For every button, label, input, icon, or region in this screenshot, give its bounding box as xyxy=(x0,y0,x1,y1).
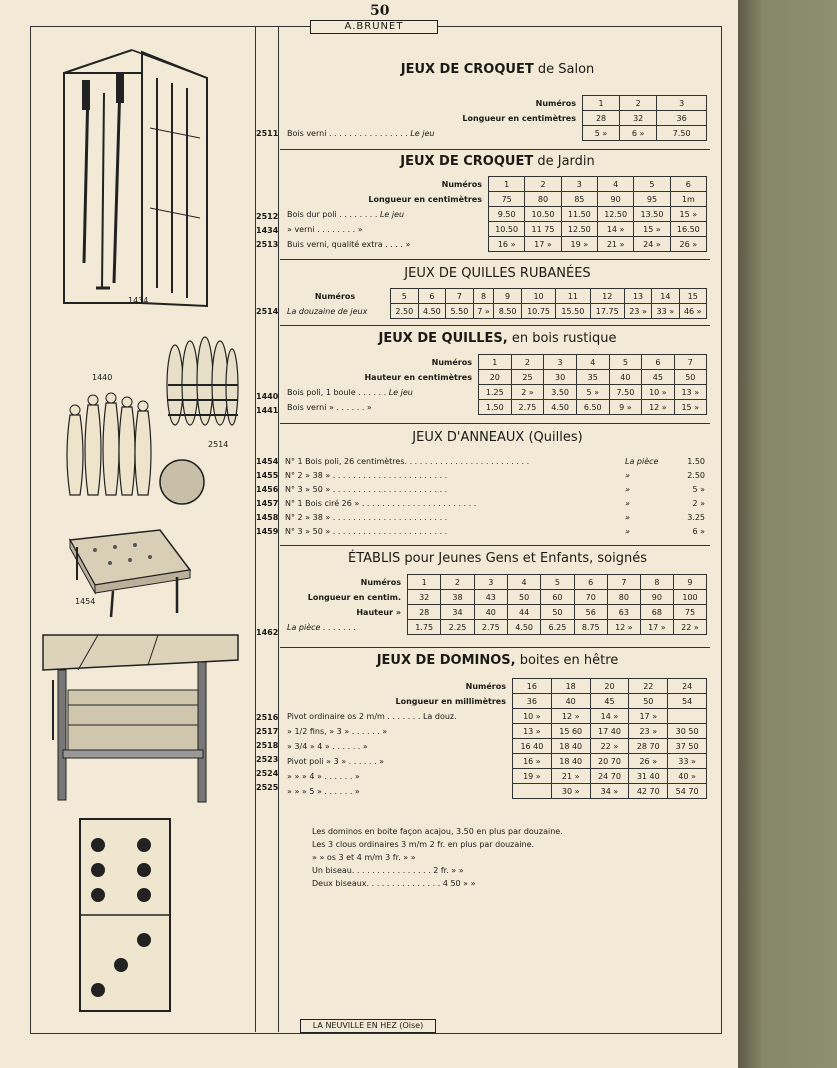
section-title-croquet-salon: JEUX DE CROQUET de Salon xyxy=(400,62,595,77)
section-title-etablis: ÉTABLIS pour Jeunes Gens et Enfants, soignés xyxy=(348,551,647,566)
list-item: N° 1 Bois ciré 26 » . . . . . . . . . . . . . . . . . . . . . . . » 2 » xyxy=(285,499,705,508)
list-item: N° 3 » 50 » . . . . . . . . . . . . . . . . . . . . . . . » 6 » xyxy=(285,527,705,536)
table-croquet-jardin: Numéros 1 2 3 4 5 6 Longueur en centimètres 75 80 85 90 95 1m Bois dur poli . . . . . . . . Le jeu 9.50 10.50 11.50 12.50 13.50 15 » » verni . . . . . . . . » 10.50 11 75 12.50 14 » 15 » 16.50 Buis verni, qualité extra . . . . » 16 » 17 » 19 » 21 » 24 » 26 » xyxy=(285,176,707,252)
footer-label: LA NEUVILLE EN HEZ (Oise) xyxy=(300,1019,436,1033)
table-quilles-rubanees: Numéros 5 6 7 8 9 10 11 12 13 14 15 La douzaine de jeux 2.50 4.50 5.50 7 » 8.50 10.75 15.50 17.75 23 » 33 » 46 » xyxy=(285,288,707,319)
divider xyxy=(280,149,710,150)
table-quilles-rustique: Numéros 1 2 3 4 5 6 7 Hauteur en centimètres 20 25 30 35 40 45 50 Bois poli, 1 boule . . . . . . Le jeu 1.25 2 » 3.50 5 » 7.50 10 » 13 » Bois verni » . . . . . . » 1.50 2.75 4.50 6.50 9 » 12 » 15 » xyxy=(285,354,707,415)
refs-croquet-jardin: 2512 1434 2513 xyxy=(256,212,279,249)
caption-2514: 2514 xyxy=(208,440,229,449)
workbench-illustration xyxy=(38,630,243,810)
refs-croquet-salon: 2511 xyxy=(256,129,279,138)
caption-1454: 1454 xyxy=(75,597,96,606)
caption-1440: 1440 xyxy=(92,373,113,382)
rustic-skittles-illustration xyxy=(60,385,210,505)
section-title-anneaux: JEUX D'ANNEAUX (Quilles) xyxy=(412,430,583,445)
croquet-cabinet-illustration xyxy=(62,48,212,310)
list-item: N° 2 » 38 » . . . . . . . . . . . . . . . . . . . . . . . » 3.25 xyxy=(285,513,705,522)
section-title-quilles-rubanees: JEUX DE QUILLES RUBANÉES xyxy=(404,266,591,281)
divider xyxy=(280,423,710,424)
section-title-dominos: JEUX DE DOMINOS, boites en hêtre xyxy=(376,653,619,668)
refs-etablis: 1462 xyxy=(256,628,279,637)
table-croquet-salon: Numéros 1 2 3 Longueur en centimètres 28 32 36 Bois verni . . . . . . . . . . . . . . . . Le jeu 5 » 6 » 7.50 xyxy=(285,95,707,141)
divider xyxy=(280,259,710,260)
domino-illustration xyxy=(78,815,174,1015)
header-label: A.BRUNET xyxy=(310,20,438,34)
page-edge-shadow xyxy=(738,0,837,1068)
divider xyxy=(280,545,710,546)
page-number: 50 xyxy=(370,3,390,19)
refs-quilles-rustique: 1440 1441 xyxy=(256,392,279,415)
table-dominos: Numéros 16 18 20 22 24 Longueur en millimètres 36 40 45 50 54 Pivot ordinaire os 2 m/m . . . . . . . La douz. 10 » 12 » 14 » 17 » » 1/2 fins, » 3 » . . . . . . » 13 » 15 60 17 40 23 » 30 50 » 3/4 » 4 » . . . . . . » 16 40 18 40 22 » 28 70 37 50 Pivot poli » 3 » . . . . . . » 16 » 18 40 20 70 26 » 33 » » » » 4 » . . . . . . » 19 » 21 » 24 70 31 40 40 » » » » 5 » . . . . . . » 30 » 34 » 42 70 54 70 xyxy=(285,678,707,799)
list-item: N° 1 Bois poli, 26 centimètres. . . . . . . . . . . . . . . . . . . . . . . . . La pièce 1.50 xyxy=(285,457,705,466)
refs-dominos: 2516 2517 2518 2523 2524 2525 xyxy=(256,713,279,792)
list-anneaux xyxy=(285,455,705,539)
table-etablis: Numéros 1 2 3 4 5 6 7 8 9 Longueur en centim. 32 38 43 50 60 70 80 90 100 Hauteur » 28 34 40 44 50 56 63 68 75 La pièce . . . . . . . 1.75 2.25 2.75 4.50 6.25 8.75 12 » 17 » 22 » xyxy=(285,574,707,635)
section-title-quilles-rustique: JEUX DE QUILLES, en bois rustique xyxy=(378,331,617,346)
refs-quilles-rubanees: 2514 xyxy=(256,307,279,316)
section-title-croquet-jardin: JEUX DE CROQUET de Jardin xyxy=(400,154,595,169)
domino-notes: Les dominos en boite façon acajou, 3.50 en plus par douzaine. Les 3 clous ordinaires 3 m/m 2 fr. en plus par douzaine. » » os 3 et 4 m/m 3 fr. » » Un biseau. . . . . . . . . . . . . . . . 2 fr. » » Deux biseaux. . . . . . . . . . . . . . . 4 50 » » xyxy=(312,827,563,888)
divider xyxy=(280,325,710,326)
refs-anneaux: 1454 1455 1456 1457 1458 1459 xyxy=(256,457,279,536)
caption-1434: 1434 xyxy=(128,296,149,305)
list-item: N° 3 » 50 » . . . . . . . . . . . . . . . . . . . . . . . » 5 » xyxy=(285,485,705,494)
divider xyxy=(280,647,710,648)
list-item: N° 2 » 38 » . . . . . . . . . . . . . . . . . . . . . . . » 2.50 xyxy=(285,471,705,480)
